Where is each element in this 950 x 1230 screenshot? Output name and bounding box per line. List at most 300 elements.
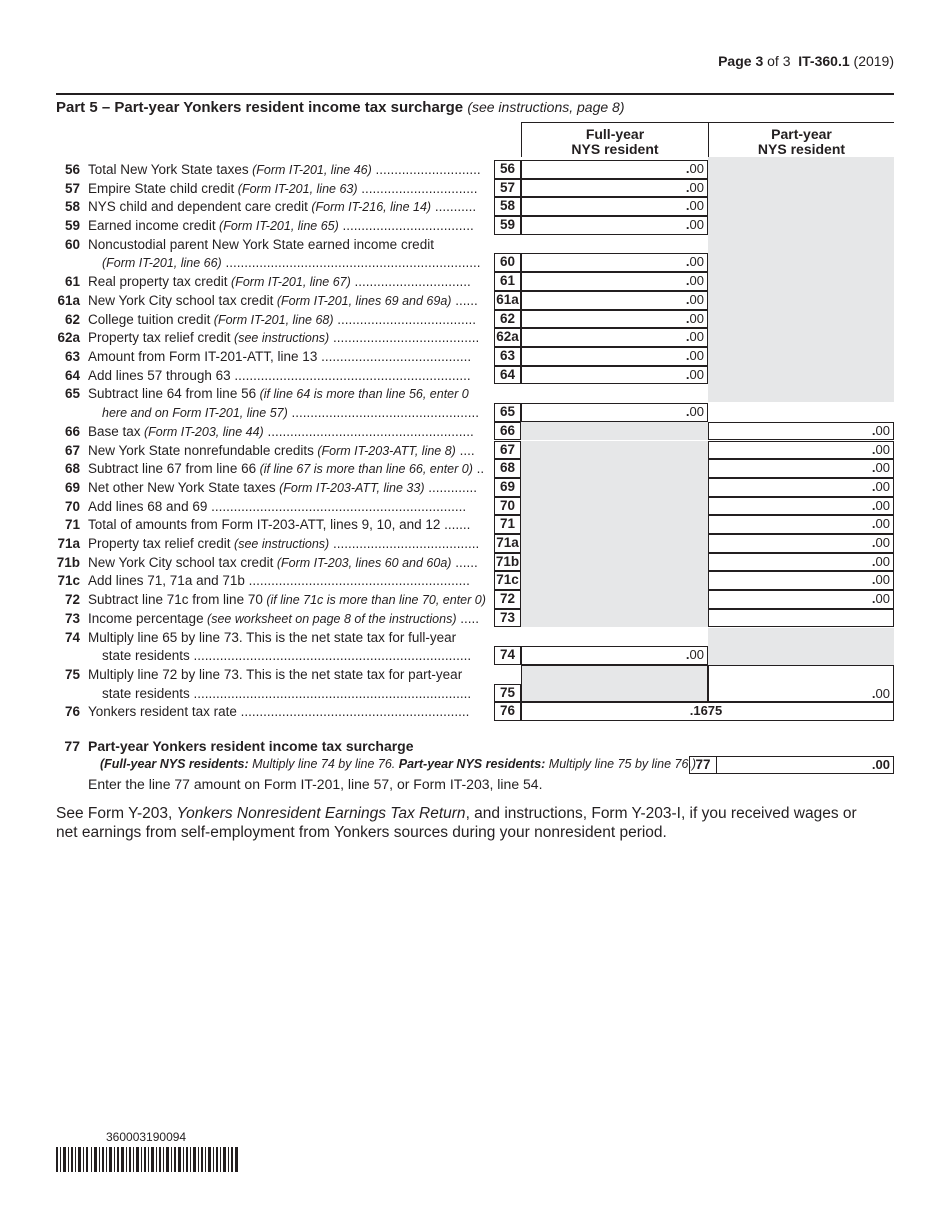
line-box-66: 66 [494,422,521,441]
line-box-61a: 61a [494,291,521,310]
line-description [88,517,488,532]
barcode [56,1147,238,1172]
line77-box: 77 [689,756,717,774]
line-description [88,667,488,682]
part-year-amount-69[interactable] [708,478,894,497]
line-note: (Form IT-201, line 65) [215,219,339,234]
part-year-amount-60 [708,253,894,272]
decimal-point: . [685,198,690,214]
line-text: Base tax [88,423,141,439]
col-part-line2: NYS resident [757,141,846,157]
line-box-76: 76 [494,702,521,721]
decimal-point: . [871,572,876,588]
part-year-value: .00 [871,685,890,701]
leader-dots: ...... [451,292,478,308]
full-year-amount-57[interactable] [521,179,708,198]
line-text: Subtract line 71c from line 70 [88,592,263,608]
line-description [88,443,488,458]
line77-number: 77 [64,738,80,754]
full-year-amount-65[interactable] [521,403,708,422]
line-box-65: 65 [494,403,521,422]
part-year-amount-65 [708,403,894,422]
part-year-amount-58 [708,197,894,216]
line-note: (Form IT-203, line 44) [140,424,264,439]
leader-dots: .................................................................... [221,255,481,271]
line-description [88,293,488,308]
full-year-amount-60[interactable] [521,253,708,272]
line-row-63 [0,347,950,366]
leader-dots: .................................................................... [207,498,467,514]
line-row-76 [0,702,950,721]
decimal-point: . [871,460,876,476]
line-box-71a: 71a [494,534,521,553]
part-year-amount-74 [708,628,894,665]
line-number: 68 [64,461,80,477]
leader-dots: .......................................................................... [189,685,472,701]
line-number: 70 [64,498,80,514]
line-text: Earned income credit [88,218,216,234]
part-year-amount-72[interactable] [708,590,894,609]
full-year-amount-69 [521,478,708,497]
line-number: 69 [64,479,80,495]
full-year-amount-75 [521,665,708,702]
line-row-71c [0,571,950,590]
line-text: NYS child and dependent care credit [88,199,308,215]
leader-dots: .. [472,461,485,477]
line-description [88,704,488,719]
line-description-2 [102,648,488,663]
decimal-point: . [685,273,690,289]
line-row-62a [0,328,950,347]
line-text: Multiply line 65 by line 73. This is the net state tax for full-year [88,629,457,645]
line-description [88,237,488,252]
line-text: Real property tax credit [88,274,228,290]
full-year-amount-71 [521,515,708,534]
line-description [88,386,488,401]
line-number: 76 [64,704,80,720]
full-year-value: .00 [685,348,704,363]
decimal-point: . [685,348,690,363]
leader-dots: ....................................... [329,330,480,346]
line-description [88,611,488,626]
part-year-value: .00 [871,460,890,476]
line-box-71b: 71b [494,553,521,572]
line-note-2: here and on Form IT-201, line 57) [102,406,288,421]
line-row-67 [0,441,950,460]
line-number: 65 [64,386,80,402]
line-box-74: 74 [494,646,521,665]
leader-dots: ....... [440,517,471,533]
full-year-amount-61a[interactable] [521,291,708,310]
full-year-amount-62[interactable] [521,310,708,329]
line77-amount-field[interactable] [717,756,894,774]
decimal-point: . [685,404,690,420]
col-full-line1: Full-year [585,126,645,142]
line-row-68 [0,459,950,478]
line-text: Multiply line 72 by line 73. This is the net state tax for part-year [88,666,463,682]
line-number: 71 [64,517,80,533]
line-box-68: 68 [494,459,521,478]
line-note: (see instructions) [230,331,330,346]
leader-dots: ............. [424,479,478,495]
line-description [88,274,488,289]
full-year-amount-71b [521,553,708,572]
line-row-65 [0,384,950,421]
line-number: 57 [64,180,80,196]
line-number: 58 [64,199,80,215]
line-note: (Form IT-203-ATT, line 33) [275,480,425,495]
tax-rate-value: .1675 [689,703,723,719]
line-number: 73 [64,610,80,626]
full-year-value: .00 [685,254,704,270]
leader-dots: ..... [456,610,480,626]
leader-dots: ...... [451,554,478,570]
part-year-value: .00 [871,441,890,457]
part-year-amount-71b[interactable] [708,553,894,572]
line-box-71c: 71c [494,571,521,590]
line-row-69 [0,478,950,497]
line-row-75 [0,665,950,702]
decimal-point: . [685,217,690,233]
page-label: Page [718,53,752,69]
part-year-amount-70[interactable] [708,497,894,516]
line-row-56 [0,160,950,179]
line-row-57 [0,179,950,198]
line-box-57: 57 [494,179,521,198]
part-year-value: .00 [871,478,890,494]
page-number: 3 [755,53,764,69]
line-number: 62a [57,330,80,346]
line-text: Income percentage [88,610,204,626]
part-year-amount-62 [708,310,894,329]
note-italic: Yonkers Nonresident Earnings Tax Return [176,805,466,822]
line-number: 74 [64,629,80,645]
full-year-amount-59[interactable] [521,216,708,235]
line-number: 61a [57,292,80,308]
decimal-point: . [685,647,690,663]
full-year-value: .00 [685,198,704,214]
line-description [88,424,488,439]
leader-dots: .......................................................................... [189,648,472,664]
line-text: Noncustodial parent New York State earned income credit [88,236,434,252]
line-text: New York State nonrefundable credits [88,442,314,458]
col-full-line2: NYS resident [571,141,659,157]
line-box-73: 73 [494,609,521,628]
leader-dots: .................................................. [287,405,480,421]
full-year-value: .00 [685,329,704,345]
decimal-point: . [685,254,690,270]
decimal-point: . [685,310,690,326]
line-box-63: 63 [494,347,521,366]
line-row-70 [0,497,950,516]
decimal-point: . [871,497,876,513]
line-row-60 [0,235,950,272]
line-number: 61 [64,274,80,290]
full-year-amount-70 [521,497,708,516]
line-text-2: state residents [102,685,190,701]
part-year-amount-59 [708,216,894,235]
line-number: 64 [64,367,80,383]
full-year-amount-64[interactable] [521,366,708,385]
leader-dots: .... [455,442,475,458]
part-year-amount-73[interactable] [708,609,894,628]
line-row-66 [0,422,950,441]
line-box-60: 60 [494,253,521,272]
leader-dots: ....................................... [329,536,480,551]
line-row-71 [0,515,950,534]
line-text: New York City school tax credit [88,554,274,570]
decimal-point: . [871,441,876,457]
line-description [88,573,488,588]
line-row-62 [0,310,950,329]
decimal-point: . [871,478,876,494]
line-text-2: state residents [102,648,190,664]
line-note: (see worksheet on page 8 of the instructions) [203,611,457,626]
col-part-line1: Part-year [771,126,832,142]
line-box-61: 61 [494,272,521,291]
page-header [718,53,894,69]
line-text: Add lines 68 and 69 [88,498,208,514]
leader-dots: ............................................................. [236,704,470,720]
part-year-amount-71a[interactable] [708,534,894,553]
line-box-75: 75 [494,684,521,703]
full-year-amount-58[interactable] [521,197,708,216]
decimal-point: . [871,591,876,607]
line-text: Property tax relief credit [88,536,231,551]
line77-instr-full: (Full-year NYS residents: [100,757,249,771]
line-description [88,181,488,196]
part-year-amount-56 [708,160,894,179]
part-year-amount-71[interactable] [708,515,894,534]
line-description [88,330,488,345]
line-number: 60 [64,236,80,252]
part-year-value: .00 [871,497,890,513]
full-year-value: .00 [685,161,704,176]
line-note: (Form IT-216, line 14) [307,200,432,215]
line-text: Add lines 71, 71a and 71b [88,573,245,589]
line-description [88,199,488,214]
full-year-amount-74[interactable] [521,646,708,665]
full-year-amount-67 [521,441,708,460]
decimal-point: . [689,703,694,719]
line-description [88,218,488,233]
decimal-point: . [685,329,690,345]
decimal-point: . [685,161,690,176]
line-note: (Form IT-201, line 63) [234,181,358,196]
line-note: (Form IT-203, lines 60 and 60a) [273,555,452,570]
line-box-69: 69 [494,478,521,497]
line-row-72 [0,590,950,609]
line-number: 71a [57,536,80,551]
line-text: Add lines 57 through 63 [88,367,231,383]
leader-dots: ....................................................... [263,423,474,439]
line-note: (Form IT-201, line 68) [210,312,334,327]
line-box-62: 62 [494,310,521,329]
leader-dots: ............................ [371,162,481,177]
line-box-59: 59 [494,216,521,235]
part-year-amount-61 [708,272,894,291]
line-row-71a [0,534,950,553]
line-box-62a: 62a [494,328,521,347]
line-description [88,536,488,551]
part-year-amount-57 [708,179,894,198]
line-description [88,555,488,570]
line-row-64 [0,366,950,385]
line-number: 67 [64,442,80,458]
full-year-amount-71a [521,534,708,553]
part-year-amount-71c[interactable] [708,571,894,590]
line-number: 75 [64,666,80,682]
line-note: (Form IT-203-ATT, line 8) [313,443,456,458]
full-year-value: .00 [685,291,704,307]
full-year-amount-76 [521,702,894,721]
part-year-amount-61a [708,291,894,310]
line-text: Subtract line 67 from line 66 [88,461,257,477]
line-description-2 [102,686,488,701]
part-year-amount-62a [708,328,894,347]
top-rule [56,93,894,95]
full-year-amount-56[interactable] [521,160,708,179]
decimal-point: . [871,553,876,569]
decimal-point: . [685,179,690,195]
part-year-value: .00 [871,516,890,532]
part5-title-note: (see instructions, page 8) [467,99,625,115]
part-year-amount-64 [708,366,894,385]
decimal-point: . [871,422,876,438]
leader-dots: ........................................................... [244,573,470,589]
line-row-61a [0,291,950,310]
col-head-part-year [708,122,894,157]
line-row-71b [0,553,950,572]
part-year-amount-68[interactable] [708,459,894,478]
line-description [88,461,488,476]
line-number: 56 [64,162,80,177]
full-year-amount-71c [521,571,708,590]
line-note: (if line 67 is more than line 66, enter 0) [256,462,473,477]
full-year-value: .00 [685,404,704,420]
part-year-value: .00 [871,422,890,438]
line-box-58: 58 [494,197,521,216]
line-description [88,592,488,607]
decimal-point: . [871,685,876,701]
line-number: 71c [57,573,80,589]
decimal-point: . [871,516,876,532]
line-description-2 [102,405,488,420]
full-year-value: .00 [685,310,704,326]
line-row-61 [0,272,950,291]
full-year-value: .00 [685,217,704,233]
line-text: Total New York State taxes [88,162,249,177]
leader-dots: ........................................ [317,349,472,364]
line-description [88,312,488,327]
part5-title [56,99,625,116]
line-number: 66 [64,423,80,439]
full-year-amount-72 [521,590,708,609]
line-note: (Form IT-201, lines 69 and 69a) [273,293,452,308]
line-number: 72 [64,592,80,608]
note-pre: See Form Y-203, [56,805,177,822]
line-text: New York City school tax credit [88,292,274,308]
line-text: College tuition credit [88,311,211,327]
form-year: (2019) [853,53,894,69]
line77-instr-part-text: Multiply line 75 by line 76.) [545,757,697,771]
full-year-amount-61[interactable] [521,272,708,291]
line-box-70: 70 [494,497,521,516]
line-number: 71b [56,554,80,570]
part-year-value: .00 [871,572,890,588]
leader-dots: ........... [431,199,477,215]
line-row-59 [0,216,950,235]
line-box-64: 64 [494,366,521,385]
line-row-58 [0,197,950,216]
line-description [88,349,488,364]
line-description [88,499,488,514]
line-number: 62 [64,311,80,327]
full-year-value: .00 [685,366,704,382]
line-text: Subtract line 64 from line 56 [88,386,257,402]
part-year-amount-67[interactable] [708,441,894,460]
leader-dots: ..................................... [333,311,477,327]
line-description [88,162,488,177]
line-note: (if line 64 is more than line 56, enter 0 [256,387,469,402]
line-note: (Form IT-201, line 67) [227,275,351,290]
part-year-value: .00 [871,591,890,607]
part-year-value: .00 [871,535,890,550]
line-number: 59 [64,218,80,234]
full-year-amount-62a[interactable] [521,328,708,347]
leader-dots: ............................... [357,180,478,196]
line77-instructions [100,757,696,771]
line-row-74 [0,628,950,665]
line77-amount: .00 [871,757,890,772]
line-box-72: 72 [494,590,521,609]
part-year-amount-75[interactable] [708,665,894,702]
line-text: Total of amounts from Form IT-203-ATT, lines 9, 10, and 12 [88,517,441,533]
line-box-56: 56 [494,160,521,179]
col-head-full-year [521,122,708,157]
line-box-67: 67 [494,441,521,460]
barcode-number: 360003190094 [106,1130,187,1144]
decimal-point: . [685,291,690,307]
line-row-73 [0,609,950,628]
line-text: Property tax relief credit [88,330,231,346]
line-text: Net other New York State taxes [88,479,276,495]
leader-dots: ............................................................... [230,367,471,383]
line-number: 63 [64,349,80,364]
line77-title: Part-year Yonkers resident income tax surcharge [88,738,414,754]
line-note: (Form IT-201, line 46) [248,163,372,177]
part-year-value: .00 [871,553,890,569]
part-year-amount-63 [708,347,894,366]
line-note-2: (Form IT-201, line 66) [102,256,222,271]
line-description-2 [102,255,488,270]
leader-dots: ............................... [350,274,471,290]
note-post: , and instructions, Form Y-203-I, if you received wages or net earnings from self-employment from Yonkers sources during your nonresident period. [56,805,857,841]
decimal-point: . [685,366,690,382]
full-year-amount-63[interactable] [521,347,708,366]
line77-enter-note: Enter the line 77 amount on Form IT-201, line 57, or Form IT-203, line 54. [88,776,543,792]
decimal-point: . [871,535,876,550]
leader-dots: ................................... [338,218,474,234]
part-year-amount-66[interactable] [708,422,894,441]
line77-instr-part: Part-year NYS residents: [395,757,546,771]
full-year-value: .00 [685,179,704,195]
line-text: Empire State child credit [88,180,235,196]
full-year-amount-66 [521,422,708,441]
line-box-71: 71 [494,515,521,534]
line-description [88,480,488,495]
full-year-amount-73 [521,609,708,628]
